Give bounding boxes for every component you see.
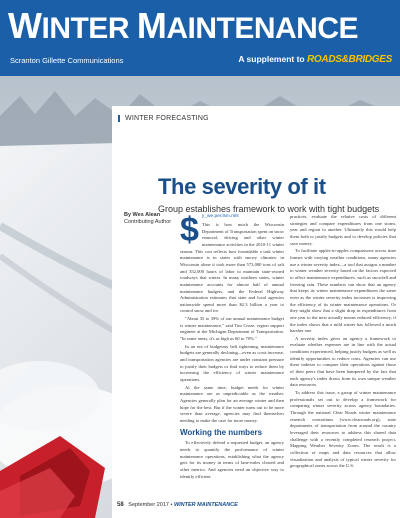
headline: The severity of it [158, 174, 326, 199]
article-column-1 [180, 211, 284, 494]
publication-name: WINTER MAINTENANCE [173, 502, 238, 508]
subhead: Working the numbers [180, 427, 263, 437]
roads-bridges-logo: ROADS&BRIDGES [307, 54, 392, 65]
page-footer [117, 502, 238, 508]
masthead [0, 0, 400, 76]
paragraph: To facilitate apples-to-apples comparisons across time frames with varying weather conditions, many agencies use a winter severity index—a tool that assigns a number to winter weather severity based on the factors expected to affect maintenance expenditures, such as snowfall and freezing rain. These numbers can show that an agency that keeps its winter maintenance expenditures the same even as the winter severity index increases is improving the efficiency of its winter maintenance operations. Or they might show that a slight drop in expenditures from one year to the next actually means reduced efficiency, if the index shows that a mild winter has followed a much harsher one. [290, 248, 396, 334]
paragraph: practices, evaluate the relative costs of different strategies and compare expenditures from one storm, year and region to another. Ultimately this would help them both to justify budgets and to develop policies that save money. [290, 214, 396, 246]
author-role: Contributing Author [124, 219, 172, 226]
footer-separator: • [170, 502, 173, 508]
paragraph: In an era of budgetary belt tightening, maintenance budgets are generally declining—even as costs increase, and transportation agencies are under constant pressure to justify their budgets or find ways to reduce them by increasing the efficiency of winter maintenance operations. [180, 343, 284, 383]
deck: Group establishes framework to work with tight budgets [158, 204, 380, 214]
title-rest-inter: INTER [41, 12, 129, 45]
paragraph: This is how much the Wisconsin Department of Transportation spent on snow removal, deicing and other winter maintenance activities in the 2010-11 winter season. This cost reflects how formidable a task winter maintenance is in states with snowy climates: in Wisconsin alone it took more than 573,000 tons of salt and 352,000 hours of labor to maintain state-owned roadways that winter. In many northern states, winter maintenance accounts for almost half of annual maintenance budgets, and the Federal Highway Administration estimates that state and local agencies nationwide spend more than $2.3 billion a year to control snow and ice. [180, 221, 284, 314]
paragraph: A severity index gives an agency a framework to evaluate whether expenses are in line with the actual conditions experienced, helping justify budgets as well as identify opportunities to reduce costs. Agencies can use these indexes to compare their operations against those of their peers that have been hampered by the fact that each agency's index draws from its own unique weather data resources. [290, 335, 396, 388]
article-column-2 [290, 214, 396, 504]
paragraph: "About 35 to 39% of our annual maintenance budget is winter maintenance," said Tim Croze, region support engineer at the Michigan Department of Transportation. "In some areas, it's as high as 60 to 70%." [180, 316, 284, 342]
page-number: 58 [117, 502, 124, 508]
title-initial-m: M [136, 5, 167, 46]
masthead-title [8, 5, 358, 46]
author-name: By Wes Alean [124, 212, 161, 218]
title-rest-aintenance: AINTENANCE [166, 12, 358, 45]
paragraph: To address this issue, a group of winter maintenance professionals set out to develop a framework for comparing winter severity across agency boundaries. Through the national Clear Roads winter maintenance research consortium (www.clearroads.org), state departments of transportation from around the country leveraged their resources to address this shared data challenge with a recently completed research project, Mapping Weather Severity Zones. The result is a collection of maps and data resources that allow visualization and analysis of typical winter severity for geographical zones across the U.S. [290, 390, 396, 469]
section-rest: INTER FORECASTING [131, 115, 209, 122]
section-label [118, 115, 209, 122]
company-name: Scranton Gillette Communications [10, 56, 124, 65]
issue-date: September 2017 [128, 502, 169, 508]
paragraph: At the same time, budget needs for winter maintenance are as unpredictable as the weather. Agencies generally plan for an average winter and then hope for the best. But if the winter turns out to be more severe than average, agencies may find themselves needing to make the case for more money. [180, 384, 284, 423]
supplement-text: A supplement to [238, 54, 305, 64]
supplement-line [238, 54, 392, 65]
title-initial-w: W [8, 5, 42, 46]
drop-cap: $ [180, 211, 199, 249]
byline [124, 212, 180, 226]
paragraph: To effectively defend a requested budget, an agency needs to quantify the performance of winter maintenance operations, establishing what the agency gets for its money in terms of lane-miles cleared and other metrics. And agencies need an objective way to identify efficient [180, 440, 284, 479]
author-email[interactable]: y_we.per.lsm.mls [201, 214, 239, 219]
section-initial: W [125, 115, 132, 122]
